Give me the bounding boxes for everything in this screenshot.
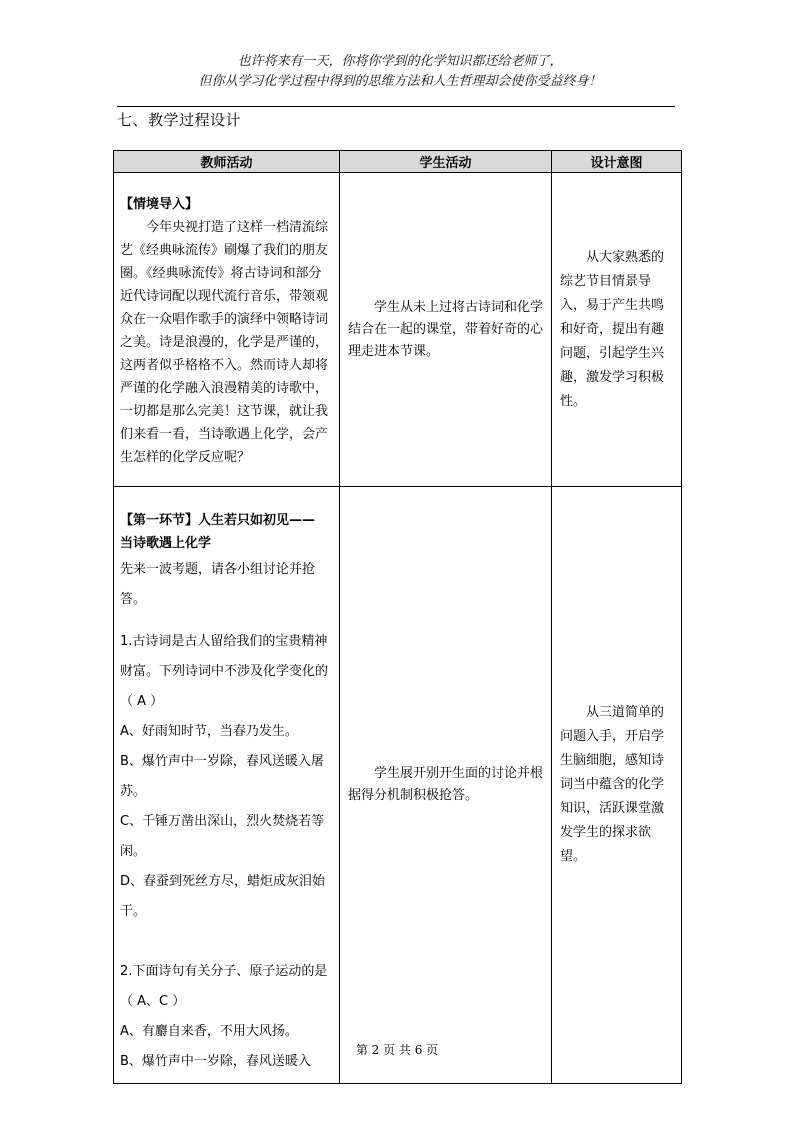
design-intent-cell [552, 487, 682, 1084]
header-student-activity: 学生活动 [340, 151, 552, 173]
teacher-activity-cell [114, 173, 340, 487]
question-1-option-a: A、好雨知时节，当春乃发生。 [120, 724, 298, 739]
section-title: 七、教学过程设计 [117, 111, 242, 129]
header-line-1: 也许将来有一天，你将你学到的化学知识都还给老师了， [237, 54, 563, 69]
header-line-2: 但你从学习化学过程中得到的思维方法和人生哲理却会使你受益终身！ [198, 74, 602, 89]
table-row [114, 487, 682, 1084]
question-1-option-d: D、春蚕到死丝方尽，蜡炬成灰泪始干。 [120, 874, 326, 919]
question-2-option-a: A、有麝自来香，不用大风扬。 [120, 1024, 298, 1039]
question-1: 1.古诗词是古人留给我们的宝贵精神财富。下列诗词中不涉及化学变化的（ A ） [120, 634, 329, 709]
design-intent-text: 从三道简单的问题入手，开启学生脑细胞，感知诗词当中蕴含的化学知识，活跃课堂激发学生的探求欲望。 [560, 705, 665, 864]
teaching-process-table [113, 150, 682, 1084]
stage-tag: 【第一环节】人生若只如初见—— [120, 513, 316, 528]
question-1-option-b: B、爆竹声中一岁除，春风送暖入屠苏。 [120, 754, 324, 799]
stage-tag: 【情境导入】 [120, 197, 199, 212]
page-header [100, 52, 700, 92]
question-2-option-b: B、爆竹声中一岁除，春风送暖入 [120, 1054, 311, 1069]
intro-text: 先来一波考题，请各小组讨论并抢答。 [120, 562, 316, 607]
table-row [114, 173, 682, 487]
question-2: 2.下面诗句有关分子、原子运动的是（ A、C ） [120, 964, 328, 1009]
design-intent-cell [552, 173, 682, 487]
student-activity-cell [340, 487, 552, 1084]
question-1-option-c: C、千锤万凿出深山，烈火焚烧若等闲。 [120, 814, 325, 859]
student-activity-text: 学生从未上过将古诗词和化学结合在一起的课堂，带着好奇的心理走进本节课。 [348, 299, 544, 359]
design-intent-text: 从大家熟悉的综艺节目情景导入，易于产生共鸣和好奇，提出有趣问题，引起学生兴趣，激发学习积极性。 [560, 249, 665, 409]
header-teacher-activity: 教师活动 [114, 151, 340, 173]
teacher-activity-cell [114, 487, 340, 1084]
student-activity-cell [340, 173, 552, 487]
stage-subtitle: 当诗歌遇上化学 [120, 536, 212, 551]
student-activity-text: 学生展开别开生面的讨论并根据得分机制积极抢答。 [348, 766, 544, 803]
teacher-activity-text: 今年央视打造了这样一档清流综艺《经典咏流传》刷爆了我们的朋友圈。《经典咏流传》将古诗词和部分近代诗词配以现代流行音乐，带领观众在一众唱作歌手的演绎中领略诗词之美。诗是浪漫的，化学是严谨的，这两者似乎格格不入。然而诗人却将严谨的化学融入浪漫精美的诗歌中，一切都是那么完美！这节课，就让我们来看一看，当诗歌遇上化学，会产生怎样的化学反应呢？ [120, 220, 329, 465]
table-header-row [114, 151, 682, 173]
header-design-intent: 设计意图 [552, 151, 682, 173]
page-footer: 第 2 页 共 6 页 [355, 1043, 439, 1057]
header-divider [117, 106, 675, 107]
